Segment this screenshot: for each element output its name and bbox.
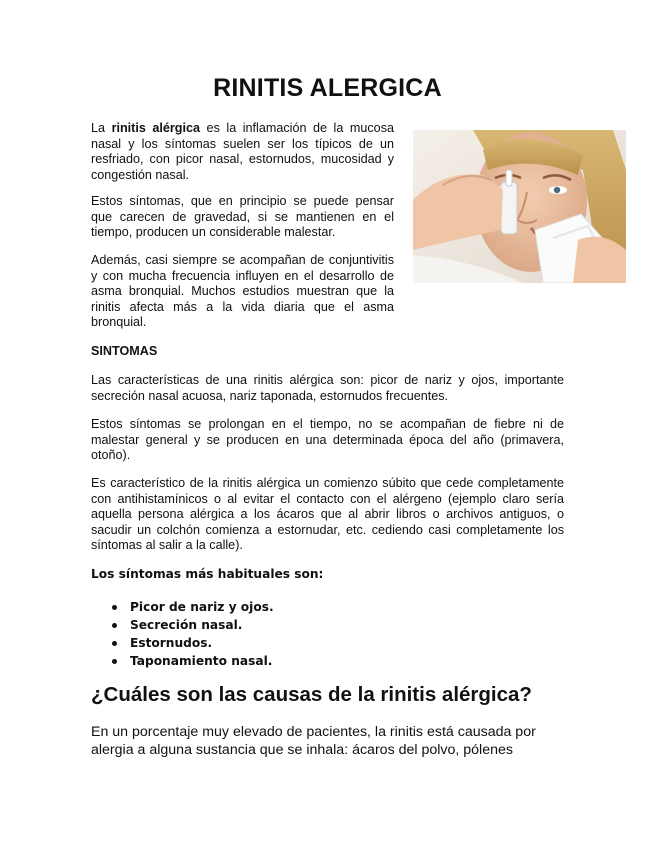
intro-paragraph-1 <box>91 121 394 183</box>
list-item <box>110 616 274 634</box>
list-item-text: Secreción nasal. <box>130 618 243 632</box>
list-item-text: Taponamiento nasal. <box>130 654 273 668</box>
sintomas-paragraph-1: Las características de una rinitis alérgica son: picor de nariz y ojos, importante secreción nasal acuosa, nariz taponada, estornudos frecuentes. <box>91 373 564 403</box>
intro-text-start: La <box>91 121 112 135</box>
symptoms-list-heading: Los síntomas más habituales son: <box>91 567 324 581</box>
bullet-icon <box>112 623 117 628</box>
sintomas-paragraph-2: Estos síntomas se prolongan en el tiempo, no se acompañan de fiebre ni de malestar general y se producen en una determinada época del año (primavera, otoño). <box>91 417 564 463</box>
causes-heading: ¿Cuáles son las causas de la rinitis alérgica? <box>91 683 532 706</box>
woman-nasal-spray-photo <box>413 130 626 283</box>
list-item <box>110 652 274 670</box>
page-title: RINITIS ALERGICA <box>213 74 442 102</box>
list-item <box>110 634 274 652</box>
causes-paragraph: En un porcentaje muy elevado de pacientes, la rinitis está causada por alergia a alguna sustancia que se inhala: ácaros del polvo, pólenes <box>91 724 536 758</box>
sintomas-paragraph-3: Es característico de la rinitis alérgica un comienzo súbito que cede completamente con antihistamínicos o al evitar el contacto con el alérgeno (ejemplo claro sería aquella persona alérgica a los ácaros que al abrir libros o archivos antiguos, o sacudir un colchón comienza a estornudar, etc. cediendo casi completamente los síntomas al salir a la calle). <box>91 476 564 553</box>
symptoms-list <box>110 598 274 670</box>
intro-paragraph-3: Además, casi siempre se acompañan de conjuntivitis y con mucha frecuencia influyen en el desarrollo de asma bronquial. Muchos estudios muestran que la rinitis afecta más a la vida diaria que el asma bronquial. <box>91 253 394 330</box>
sintomas-heading: SINTOMAS <box>91 344 158 358</box>
list-item-text: Picor de nariz y ojos. <box>130 600 274 614</box>
list-item <box>110 598 274 616</box>
intro-bold-term: rinitis alérgica <box>111 121 201 135</box>
list-item-text: Estornudos. <box>130 636 213 650</box>
bullet-icon <box>112 659 117 664</box>
intro-text-end: es la inflamación de la mucosa nasal y los síntomas suelen ser los típicos de un resfriado, con picor nasal, estornudos, mucosidad y congestión nasal. <box>91 121 394 182</box>
bullet-icon <box>112 605 117 610</box>
bullet-icon <box>112 641 117 646</box>
intro-paragraph-2: Estos síntomas, que en principio se puede pensar que carecen de gravedad, si se mantienen en el tiempo, producen un considerable malestar. <box>91 194 394 240</box>
